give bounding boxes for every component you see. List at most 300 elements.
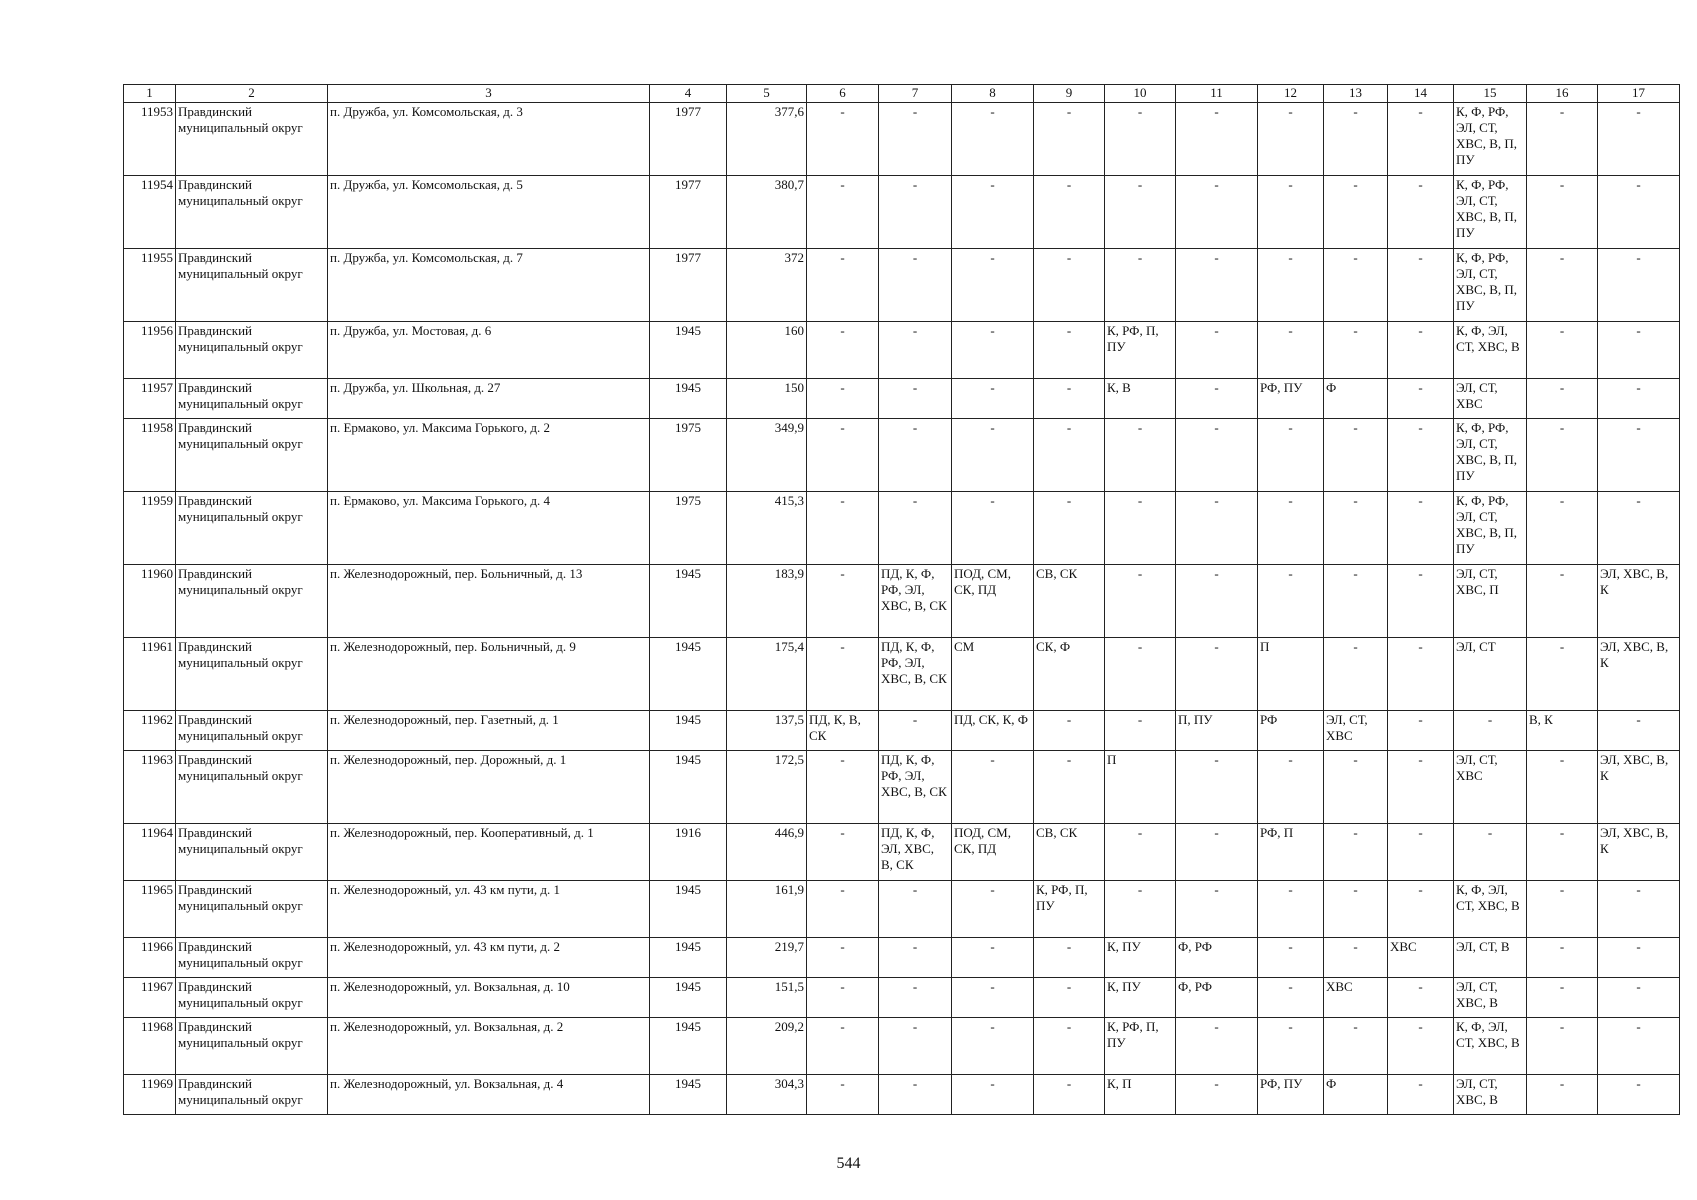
table-cell: -: [1324, 419, 1388, 492]
table-cell: П: [1258, 638, 1324, 711]
table-cell: -: [807, 638, 879, 711]
table-row: [124, 322, 1680, 379]
table-cell: -: [1258, 978, 1324, 1018]
table-cell: 1945: [650, 938, 727, 978]
table-cell: -: [1388, 1018, 1454, 1075]
table-cell: 1945: [650, 751, 727, 824]
table-cell: -: [1598, 978, 1680, 1018]
table-cell: -: [1388, 1075, 1454, 1115]
table-cell: -: [1598, 711, 1680, 751]
table-cell: -: [1034, 1018, 1105, 1075]
table-cell: 11953: [124, 103, 176, 176]
table-cell: п. Железнодорожный, пер. Больничный, д. 9: [328, 638, 650, 711]
table-cell: -: [879, 103, 952, 176]
table-cell: К, ПУ: [1105, 938, 1176, 978]
table-cell: -: [1258, 322, 1324, 379]
table-cell: -: [1034, 751, 1105, 824]
column-header: 12: [1258, 85, 1324, 103]
table-cell: Правдинский муниципальный округ: [176, 938, 328, 978]
table-cell: -: [952, 492, 1034, 565]
table-row: [124, 419, 1680, 492]
table-cell: п. Ермаково, ул. Максима Горького, д. 4: [328, 492, 650, 565]
column-header: 1: [124, 85, 176, 103]
table-cell: -: [879, 322, 952, 379]
table-cell: п. Железнодорожный, ул. Вокзальная, д. 4: [328, 1075, 650, 1115]
table-cell: Правдинский муниципальный округ: [176, 565, 328, 638]
table-cell: 1977: [650, 249, 727, 322]
table-cell: ЭЛ, ХВС, В, К: [1598, 824, 1680, 881]
table-row: [124, 638, 1680, 711]
table-cell: Правдинский муниципальный округ: [176, 419, 328, 492]
table-cell: -: [1105, 638, 1176, 711]
table-cell: К, Ф, ЭЛ, СТ, ХВС, В: [1454, 881, 1527, 938]
table-cell: Ф, РФ: [1176, 938, 1258, 978]
table-cell: Правдинский муниципальный округ: [176, 824, 328, 881]
table-cell: ПОД, СМ, СК, ПД: [952, 565, 1034, 638]
table-cell: Ф: [1324, 379, 1388, 419]
table-cell: -: [1176, 379, 1258, 419]
table-cell: -: [1034, 103, 1105, 176]
table-cell: ПД, СК, К, Ф: [952, 711, 1034, 751]
column-number-row: [124, 85, 1680, 103]
table-cell: РФ, ПУ: [1258, 1075, 1324, 1115]
table-cell: п. Дружба, ул. Комсомольская, д. 5: [328, 176, 650, 249]
table-cell: -: [879, 978, 952, 1018]
table-cell: -: [1527, 978, 1598, 1018]
table-cell: 175,4: [727, 638, 807, 711]
table-cell: -: [879, 881, 952, 938]
table-cell: -: [807, 978, 879, 1018]
column-header: 3: [328, 85, 650, 103]
table-cell: -: [1527, 176, 1598, 249]
table-cell: В, К: [1527, 711, 1598, 751]
table-cell: -: [1105, 249, 1176, 322]
table-cell: -: [879, 249, 952, 322]
table-cell: 372: [727, 249, 807, 322]
table-cell: 1945: [650, 881, 727, 938]
table-cell: -: [807, 249, 879, 322]
table-cell: ПД, К, В, СК: [807, 711, 879, 751]
table-cell: Правдинский муниципальный округ: [176, 492, 328, 565]
table-cell: 11969: [124, 1075, 176, 1115]
table-cell: -: [1324, 176, 1388, 249]
table-cell: -: [1527, 751, 1598, 824]
table-cell: -: [1388, 978, 1454, 1018]
table-cell: 1945: [650, 1018, 727, 1075]
table-cell: Правдинский муниципальный округ: [176, 1075, 328, 1115]
table-cell: -: [1388, 419, 1454, 492]
table-cell: 304,3: [727, 1075, 807, 1115]
table-cell: -: [1176, 881, 1258, 938]
table-cell: -: [879, 711, 952, 751]
table-row: [124, 711, 1680, 751]
table-cell: п. Дружба, ул. Комсомольская, д. 3: [328, 103, 650, 176]
table-cell: -: [1324, 938, 1388, 978]
table-cell: Правдинский муниципальный округ: [176, 751, 328, 824]
table-cell: РФ, П: [1258, 824, 1324, 881]
table-cell: -: [952, 881, 1034, 938]
table-cell: ПД, К, Ф, ЭЛ, ХВС, В, СК: [879, 824, 952, 881]
table-cell: -: [1105, 711, 1176, 751]
table-cell: ЭЛ, СТ, В: [1454, 938, 1527, 978]
table-cell: 11964: [124, 824, 176, 881]
table-cell: -: [1324, 824, 1388, 881]
table-cell: Правдинский муниципальный округ: [176, 103, 328, 176]
table-cell: Правдинский муниципальный округ: [176, 322, 328, 379]
table-cell: 415,3: [727, 492, 807, 565]
table-cell: -: [807, 938, 879, 978]
table-cell: К, П: [1105, 1075, 1176, 1115]
table-cell: -: [1258, 938, 1324, 978]
table-cell: -: [1598, 492, 1680, 565]
table-cell: -: [807, 1075, 879, 1115]
table-cell: -: [1105, 881, 1176, 938]
table-row: [124, 1075, 1680, 1115]
table-cell: 11954: [124, 176, 176, 249]
table-cell: -: [1105, 492, 1176, 565]
table-cell: -: [1176, 1075, 1258, 1115]
table-row: [124, 938, 1680, 978]
table-cell: -: [1388, 638, 1454, 711]
table-cell: -: [1258, 751, 1324, 824]
register-sheet: [123, 84, 1669, 1115]
table-cell: -: [1598, 881, 1680, 938]
table-cell: 11959: [124, 492, 176, 565]
table-cell: -: [879, 938, 952, 978]
table-row: [124, 379, 1680, 419]
table-cell: 1977: [650, 176, 727, 249]
table-cell: -: [1527, 249, 1598, 322]
table-cell: Правдинский муниципальный округ: [176, 881, 328, 938]
table-cell: п. Ермаково, ул. Максима Горького, д. 2: [328, 419, 650, 492]
table-row: [124, 565, 1680, 638]
table-cell: ЭЛ, СТ, ХВС, В: [1454, 978, 1527, 1018]
housing-register-table: [123, 84, 1680, 1115]
table-cell: ХВС: [1324, 978, 1388, 1018]
table-cell: 11960: [124, 565, 176, 638]
table-cell: ЭЛ, ХВС, В, К: [1598, 638, 1680, 711]
table-cell: -: [1176, 176, 1258, 249]
table-cell: К, ПУ: [1105, 978, 1176, 1018]
table-cell: 1945: [650, 379, 727, 419]
table-cell: 1977: [650, 103, 727, 176]
table-cell: К, Ф, РФ, ЭЛ, СТ, ХВС, В, П, ПУ: [1454, 103, 1527, 176]
table-cell: ПД, К, Ф, РФ, ЭЛ, ХВС, В, СК: [879, 751, 952, 824]
table-cell: п. Железнодорожный, ул. Вокзальная, д. 10: [328, 978, 650, 1018]
table-cell: -: [1388, 881, 1454, 938]
table-cell: ЭЛ, СТ, ХВС: [1454, 751, 1527, 824]
table-cell: ЭЛ, СТ, ХВС, П: [1454, 565, 1527, 638]
table-cell: Ф: [1324, 1075, 1388, 1115]
table-cell: -: [1324, 881, 1388, 938]
table-cell: -: [1258, 565, 1324, 638]
column-header: 7: [879, 85, 952, 103]
table-cell: -: [1527, 881, 1598, 938]
column-header: 4: [650, 85, 727, 103]
table-cell: п. Дружба, ул. Школьная, д. 27: [328, 379, 650, 419]
table-cell: -: [952, 176, 1034, 249]
table-cell: 11955: [124, 249, 176, 322]
table-row: [124, 249, 1680, 322]
table-cell: СВ, СК: [1034, 565, 1105, 638]
table-cell: 11962: [124, 711, 176, 751]
table-cell: -: [1598, 176, 1680, 249]
table-cell: -: [952, 379, 1034, 419]
column-header: 9: [1034, 85, 1105, 103]
table-cell: -: [1034, 978, 1105, 1018]
column-header: 14: [1388, 85, 1454, 103]
table-cell: 11968: [124, 1018, 176, 1075]
column-header: 10: [1105, 85, 1176, 103]
table-cell: -: [1034, 711, 1105, 751]
table-cell: ЭЛ, СТ, ХВС: [1454, 379, 1527, 419]
table-cell: РФ: [1258, 711, 1324, 751]
table-cell: -: [879, 1075, 952, 1115]
table-cell: -: [1527, 492, 1598, 565]
table-cell: -: [879, 176, 952, 249]
column-header: 16: [1527, 85, 1598, 103]
table-cell: -: [1388, 379, 1454, 419]
table-cell: -: [807, 103, 879, 176]
table-cell: Правдинский муниципальный округ: [176, 978, 328, 1018]
table-cell: 183,9: [727, 565, 807, 638]
table-cell: -: [1176, 638, 1258, 711]
table-cell: -: [807, 824, 879, 881]
table-cell: -: [1258, 492, 1324, 565]
column-header: 2: [176, 85, 328, 103]
table-cell: -: [1105, 565, 1176, 638]
table-cell: -: [807, 322, 879, 379]
table-cell: 151,5: [727, 978, 807, 1018]
table-cell: п. Железнодорожный, ул. 43 км пути, д. 1: [328, 881, 650, 938]
table-cell: п. Железнодорожный, ул. Вокзальная, д. 2: [328, 1018, 650, 1075]
table-cell: -: [1258, 249, 1324, 322]
table-cell: -: [952, 1075, 1034, 1115]
table-cell: -: [1527, 1018, 1598, 1075]
table-cell: -: [1324, 492, 1388, 565]
table-body: [124, 103, 1680, 1115]
table-cell: п. Дружба, ул. Мостовая, д. 6: [328, 322, 650, 379]
column-header: 13: [1324, 85, 1388, 103]
table-cell: РФ, ПУ: [1258, 379, 1324, 419]
table-cell: -: [1105, 824, 1176, 881]
table-row: [124, 103, 1680, 176]
table-cell: -: [1034, 176, 1105, 249]
table-cell: -: [1034, 379, 1105, 419]
table-cell: Правдинский муниципальный округ: [176, 379, 328, 419]
column-header: 6: [807, 85, 879, 103]
table-cell: П: [1105, 751, 1176, 824]
table-cell: 160: [727, 322, 807, 379]
table-cell: 209,2: [727, 1018, 807, 1075]
table-cell: -: [952, 938, 1034, 978]
table-cell: п. Железнодорожный, пер. Кооперативный, д. 1: [328, 824, 650, 881]
table-row: [124, 978, 1680, 1018]
table-cell: К, Ф, РФ, ЭЛ, СТ, ХВС, В, П, ПУ: [1454, 492, 1527, 565]
table-cell: -: [879, 1018, 952, 1075]
column-header: 5: [727, 85, 807, 103]
table-cell: -: [1176, 249, 1258, 322]
table-cell: К, В: [1105, 379, 1176, 419]
table-cell: -: [1527, 824, 1598, 881]
table-cell: 446,9: [727, 824, 807, 881]
table-cell: 150: [727, 379, 807, 419]
table-cell: ЭЛ, ХВС, В, К: [1598, 751, 1680, 824]
table-cell: -: [807, 1018, 879, 1075]
table-cell: П, ПУ: [1176, 711, 1258, 751]
table-cell: -: [879, 492, 952, 565]
table-cell: -: [1105, 103, 1176, 176]
table-cell: -: [1258, 103, 1324, 176]
table-cell: Правдинский муниципальный округ: [176, 249, 328, 322]
table-row: [124, 176, 1680, 249]
table-cell: п. Железнодорожный, ул. 43 км пути, д. 2: [328, 938, 650, 978]
table-cell: -: [1388, 711, 1454, 751]
table-cell: -: [1598, 249, 1680, 322]
table-cell: ПОД, СМ, СК, ПД: [952, 824, 1034, 881]
table-cell: 1916: [650, 824, 727, 881]
table-cell: -: [1176, 492, 1258, 565]
table-cell: -: [1527, 322, 1598, 379]
table-cell: 11958: [124, 419, 176, 492]
table-cell: К, РФ, П, ПУ: [1105, 1018, 1176, 1075]
table-cell: -: [1598, 103, 1680, 176]
table-cell: -: [1527, 638, 1598, 711]
table-cell: -: [807, 751, 879, 824]
table-cell: К, Ф, ЭЛ, СТ, ХВС, В: [1454, 322, 1527, 379]
table-cell: 11963: [124, 751, 176, 824]
table-cell: 377,6: [727, 103, 807, 176]
column-header: 15: [1454, 85, 1527, 103]
table-cell: п. Железнодорожный, пер. Дорожный, д. 1: [328, 751, 650, 824]
table-cell: -: [1598, 419, 1680, 492]
table-cell: 1975: [650, 419, 727, 492]
table-cell: К, РФ, П, ПУ: [1105, 322, 1176, 379]
table-cell: -: [1324, 565, 1388, 638]
page-number: 544: [836, 1155, 861, 1172]
table-cell: ЭЛ, ХВС, В, К: [1598, 565, 1680, 638]
table-cell: 11967: [124, 978, 176, 1018]
table-cell: 219,7: [727, 938, 807, 978]
table-cell: 349,9: [727, 419, 807, 492]
table-cell: -: [1324, 751, 1388, 824]
table-cell: -: [1324, 322, 1388, 379]
table-cell: -: [879, 419, 952, 492]
table-cell: 11956: [124, 322, 176, 379]
table-cell: 11965: [124, 881, 176, 938]
table-cell: 1945: [650, 711, 727, 751]
table-cell: -: [1388, 565, 1454, 638]
table-cell: -: [1105, 176, 1176, 249]
table-cell: п. Железнодорожный, пер. Больничный, д. 13: [328, 565, 650, 638]
table-cell: -: [1454, 711, 1527, 751]
table-cell: -: [807, 419, 879, 492]
table-cell: -: [807, 565, 879, 638]
table-cell: -: [1034, 322, 1105, 379]
table-cell: -: [1527, 938, 1598, 978]
table-cell: -: [1388, 103, 1454, 176]
table-cell: -: [1176, 419, 1258, 492]
table-cell: -: [1258, 419, 1324, 492]
table-cell: ЭЛ, СТ, ХВС: [1324, 711, 1388, 751]
table-cell: -: [1324, 103, 1388, 176]
table-cell: -: [1598, 1075, 1680, 1115]
table-cell: -: [1527, 1075, 1598, 1115]
table-cell: п. Железнодорожный, пер. Газетный, д. 1: [328, 711, 650, 751]
table-cell: ПД, К, Ф, РФ, ЭЛ, ХВС, В, СК: [879, 638, 952, 711]
table-cell: -: [1034, 1075, 1105, 1115]
table-cell: -: [1324, 249, 1388, 322]
table-cell: 172,5: [727, 751, 807, 824]
table-cell: -: [1527, 565, 1598, 638]
table-cell: 1945: [650, 638, 727, 711]
table-cell: -: [807, 379, 879, 419]
table-cell: ПД, К, Ф, РФ, ЭЛ, ХВС, В, СК: [879, 565, 952, 638]
table-cell: СВ, СК: [1034, 824, 1105, 881]
table-cell: -: [1527, 103, 1598, 176]
table-cell: -: [1176, 322, 1258, 379]
table-cell: Правдинский муниципальный округ: [176, 638, 328, 711]
table-cell: 137,5: [727, 711, 807, 751]
table-row: [124, 824, 1680, 881]
table-cell: Правдинский муниципальный округ: [176, 711, 328, 751]
table-cell: -: [1388, 751, 1454, 824]
table-cell: -: [1324, 638, 1388, 711]
table-cell: -: [1176, 103, 1258, 176]
table-cell: -: [1598, 322, 1680, 379]
column-header: 17: [1598, 85, 1680, 103]
table-cell: 161,9: [727, 881, 807, 938]
table-cell: -: [879, 379, 952, 419]
table-cell: Ф, РФ: [1176, 978, 1258, 1018]
table-row: [124, 1018, 1680, 1075]
table-cell: К, Ф, ЭЛ, СТ, ХВС, В: [1454, 1018, 1527, 1075]
table-cell: -: [952, 322, 1034, 379]
table-cell: -: [1034, 249, 1105, 322]
table-cell: ХВС: [1388, 938, 1454, 978]
table-cell: -: [807, 492, 879, 565]
table-cell: -: [807, 881, 879, 938]
table-cell: -: [807, 176, 879, 249]
table-cell: -: [1527, 419, 1598, 492]
table-cell: -: [952, 751, 1034, 824]
table-cell: -: [952, 249, 1034, 322]
table-cell: 11957: [124, 379, 176, 419]
table-cell: 1945: [650, 565, 727, 638]
table-cell: -: [952, 1018, 1034, 1075]
table-cell: Правдинский муниципальный округ: [176, 176, 328, 249]
table-cell: -: [1388, 824, 1454, 881]
table-cell: -: [1258, 881, 1324, 938]
table-cell: -: [1388, 176, 1454, 249]
table-cell: -: [952, 978, 1034, 1018]
table-cell: СК, Ф: [1034, 638, 1105, 711]
table-cell: -: [1105, 419, 1176, 492]
table-cell: К, Ф, РФ, ЭЛ, СТ, ХВС, В, П, ПУ: [1454, 419, 1527, 492]
table-cell: -: [1388, 249, 1454, 322]
table-cell: -: [1388, 492, 1454, 565]
table-cell: -: [1176, 751, 1258, 824]
table-cell: СМ: [952, 638, 1034, 711]
table-cell: ЭЛ, СТ, ХВС, В: [1454, 1075, 1527, 1115]
table-cell: 11961: [124, 638, 176, 711]
table-cell: -: [1324, 1018, 1388, 1075]
table-cell: 380,7: [727, 176, 807, 249]
table-cell: ЭЛ, СТ: [1454, 638, 1527, 711]
table-row: [124, 751, 1680, 824]
table-cell: К, РФ, П, ПУ: [1034, 881, 1105, 938]
table-cell: 1945: [650, 978, 727, 1018]
